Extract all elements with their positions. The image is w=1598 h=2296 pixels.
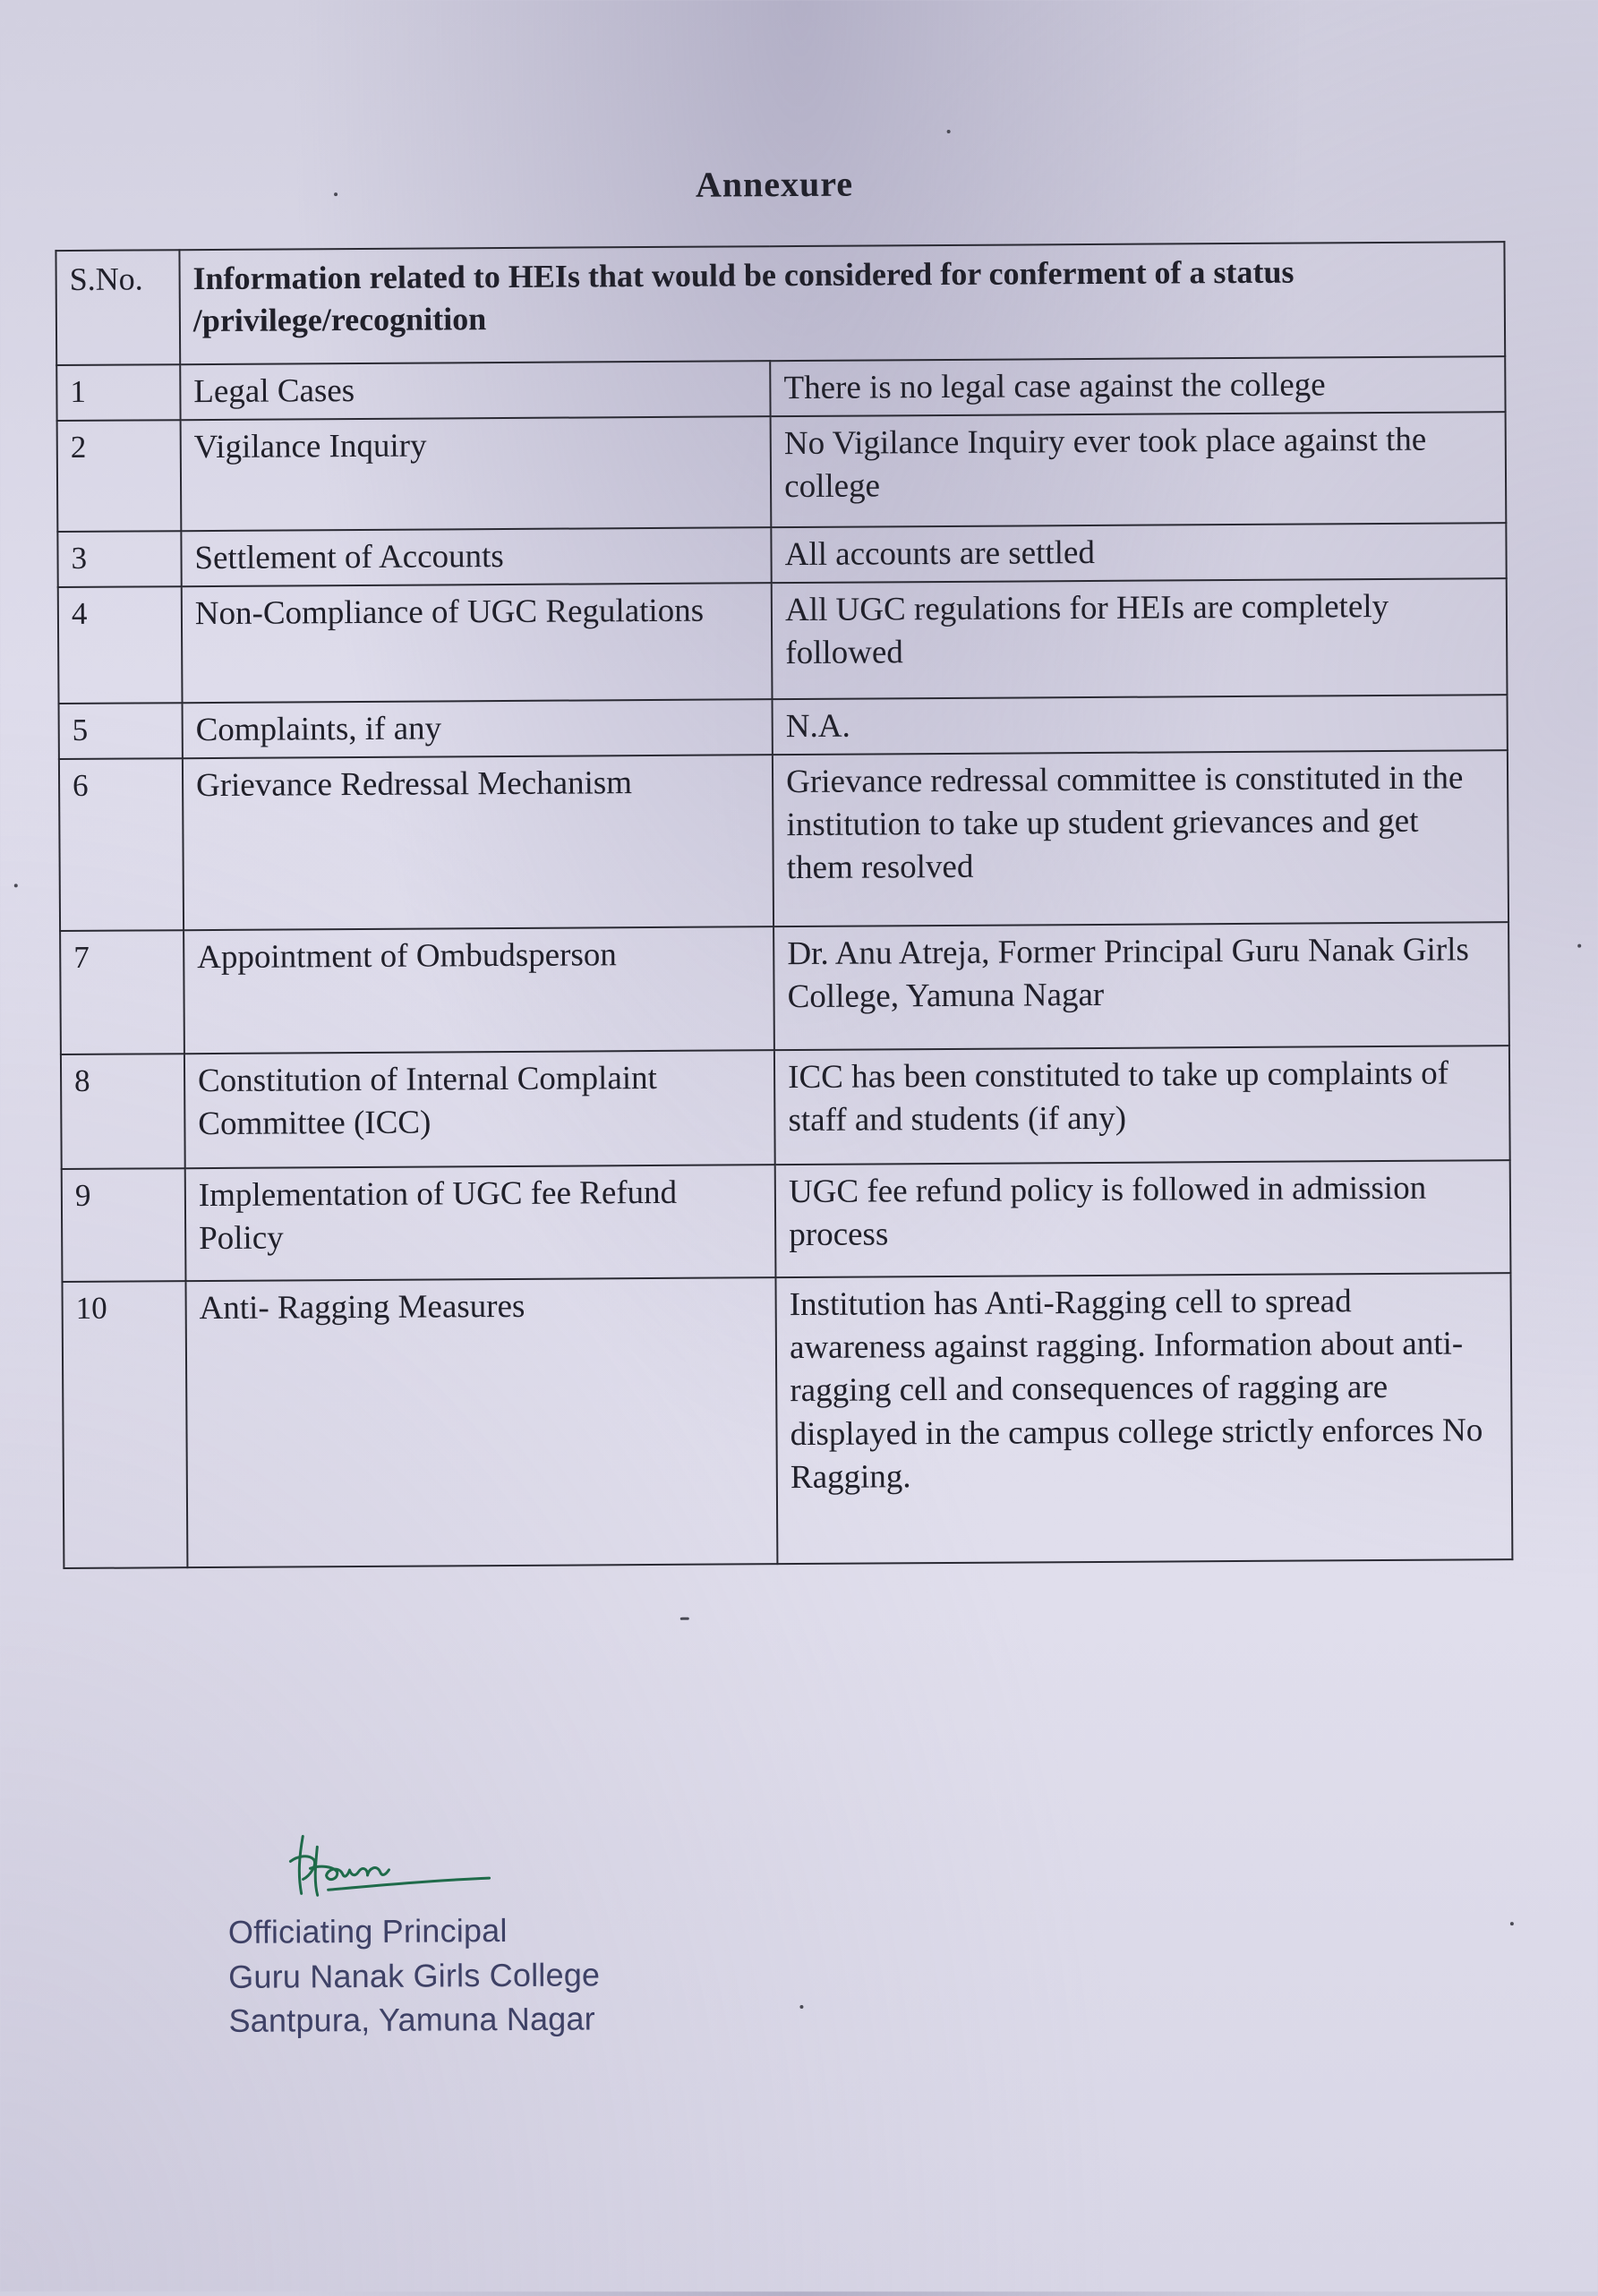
row-sno: 4	[58, 586, 183, 704]
table-row	[57, 523, 1506, 587]
row-info: Dr. Anu Atreja, Former Principal Guru Nanak Girls College, Yamuna Nagar	[773, 922, 1509, 1050]
stamp-college-name: Guru Nanak Girls College	[228, 1956, 601, 1995]
table-header-row	[56, 242, 1505, 365]
table-row	[57, 412, 1507, 532]
header-sno: S.No.	[56, 250, 180, 365]
paper-speck	[334, 192, 338, 196]
row-info: No Vigilance Inquiry ever took place against the college	[771, 412, 1507, 527]
table-row	[59, 695, 1508, 759]
table-row	[58, 578, 1508, 704]
row-item: Vigilance Inquiry	[181, 416, 772, 531]
paper-speck	[1510, 1922, 1514, 1925]
table-row	[61, 1046, 1510, 1169]
table-row	[60, 922, 1509, 1054]
paper-speck	[1577, 944, 1581, 948]
table-row	[62, 1160, 1511, 1282]
row-info: All accounts are settled	[771, 523, 1506, 583]
row-sno: 8	[61, 1054, 185, 1169]
header-info: Information related to HEIs that would be considered for conferment of a status /privilege/recognition	[179, 242, 1505, 364]
row-sno: 1	[56, 364, 180, 421]
row-item: Constitution of Internal Complaint Committee (ICC)	[184, 1050, 775, 1168]
row-sno: 2	[57, 420, 182, 532]
row-item: Complaints, if any	[182, 699, 773, 758]
row-info: All UGC regulations for HEIs are completely followed	[772, 578, 1508, 699]
row-info: N.A.	[773, 695, 1508, 755]
row-sno: 9	[62, 1168, 186, 1282]
row-item: Non-Compliance of UGC Regulations	[182, 583, 773, 703]
row-sno: 7	[60, 930, 184, 1054]
table-row	[59, 750, 1508, 931]
row-info: There is no legal case against the college	[770, 356, 1505, 416]
table-row	[62, 1273, 1512, 1568]
row-item: Anti- Ragging Measures	[185, 1277, 777, 1567]
row-item: Appointment of Ombudsperson	[184, 926, 774, 1054]
stamp-address: Santpura, Yamuna Nagar	[228, 2000, 595, 2040]
row-info: UGC fee refund policy is followed in admission process	[775, 1160, 1511, 1277]
row-sno: 3	[57, 531, 181, 587]
row-sno: 5	[59, 703, 183, 759]
paper-speck	[14, 883, 18, 887]
row-sno: 10	[62, 1281, 187, 1568]
paper-speck	[680, 1617, 689, 1620]
row-item: Legal Cases	[180, 361, 771, 420]
row-info: ICC has been constituted to take up complaints of staff and students (if any)	[774, 1046, 1510, 1165]
row-item: Grievance Redressal Mechanism	[183, 755, 773, 930]
signature-block	[227, 1826, 855, 2044]
paper-speck	[947, 130, 951, 133]
handwritten-signature	[227, 1828, 515, 1910]
row-info: Grievance redressal committee is constituted in the institution to take up student grievances and get them resolved	[773, 750, 1508, 926]
table-row	[56, 356, 1505, 421]
row-item: Implementation of UGC fee Refund Policy	[185, 1165, 776, 1281]
stamp-designation: Officiating Principal	[227, 1912, 508, 1950]
document-title: Annexure	[695, 163, 854, 205]
paper-speck	[799, 2005, 803, 2009]
annexure-table	[55, 241, 1513, 1569]
row-info: Institution has Anti-Ragging cell to spread awareness against ragging. Information about anti-ragging cell and consequences of ragging are displayed in the campus college strictly enforces No Ragging.	[776, 1273, 1513, 1564]
row-sno: 6	[59, 758, 184, 931]
row-item: Settlement of Accounts	[181, 527, 772, 586]
